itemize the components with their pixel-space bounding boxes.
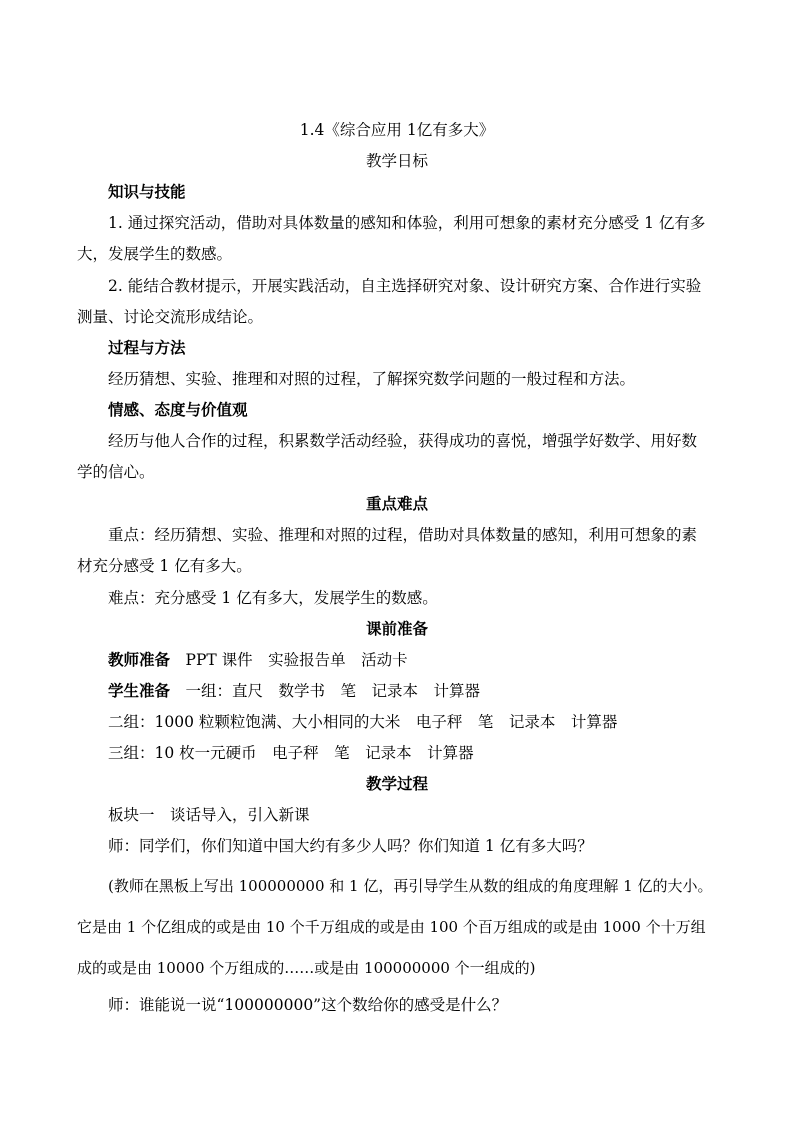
knowledge-paragraph-2-line-2: 测量、讨论交流形成结论。	[77, 308, 264, 326]
emotion-heading: 情感、态度与价值观	[108, 400, 248, 419]
focus-line-2: 材充分感受 1 亿有多大。	[77, 557, 252, 575]
knowledge-paragraph-1-line-1: 1. 通过探究活动，借助对具体数量的感知和体验，利用可想象的素材充分感受 1 亿有多	[108, 214, 706, 232]
student-preparation-label: 学生准备	[108, 681, 171, 700]
teacher-question-2: 师：谁能说一说“100000000”这个数给你的感受是什么？	[108, 996, 508, 1014]
student-group-2: 二组：1000 粒颗粒饱满、大小相同的大米 电子秤 笔 记录本 计算器	[108, 713, 618, 731]
student-group-3: 三组：10 枚一元硬币 电子秤 笔 记录本 计算器	[108, 744, 474, 762]
difficulty-text: 难点：充分感受 1 亿有多大，发展学生的数感。	[108, 589, 438, 607]
teacher-preparation-items: PPT 课件 实验报告单 活动卡	[185, 651, 408, 669]
emotion-line-2: 学的信心。	[77, 463, 155, 481]
teacher-question-1: 师：同学们，你们知道中国大约有多少人吗？你们知道 1 亿有多大吗？	[108, 837, 593, 855]
knowledge-heading: 知识与技能	[108, 182, 186, 201]
document-title: 1.4《综合应用 1亿有多大》	[299, 121, 495, 139]
block-1-title: 板块一 谈话导入，引入新课	[108, 806, 310, 824]
process-method-text: 经历猜想、实验、推理和对照的过程，了解探究数学问题的一般过程和方法。	[108, 370, 636, 388]
process-method-heading: 过程与方法	[108, 338, 186, 357]
process-heading: 教学过程	[365, 774, 428, 793]
student-preparation	[0, 681, 794, 701]
teacher-preparation-label: 教师准备	[108, 650, 171, 669]
emotion-line-1: 经历与他人合作的过程，积累数学活动经验，获得成功的喜悦，增强学好数学、用好数	[108, 432, 698, 450]
teacher-preparation	[0, 650, 794, 670]
focus-line-1: 重点：经历猜想、实验、推理和对照的过程，借助对具体数量的感知，利用可想象的素	[108, 526, 698, 544]
teacher-note-line-1: (教师在黑板上写出 100000000 和 1 亿，再引导学生从数的组成的角度理解 1 亿的大小。	[108, 877, 713, 895]
teacher-note-line-2: 它是由 1 个亿组成的或是由 10 个千万组成的或是由 100 个百万组成的或是由 1000 个十万组	[77, 918, 706, 936]
student-group-1: 一组：直尺 数学书 笔 记录本 计算器	[185, 682, 481, 700]
knowledge-paragraph-2-line-1: 2. 能结合教材提示，开展实践活动，自主选择研究对象、设计研究方案、合作进行实验	[108, 277, 702, 295]
goals-heading: 教学日标	[365, 152, 428, 170]
preparation-heading: 课前准备	[365, 619, 428, 638]
knowledge-paragraph-1-line-2: 大，发展学生的数感。	[77, 245, 233, 263]
teacher-note-line-3: 成的或是由 10000 个万组成的……或是由 100000000 个一组成的)	[77, 959, 536, 977]
key-points-heading: 重点难点	[365, 494, 428, 513]
